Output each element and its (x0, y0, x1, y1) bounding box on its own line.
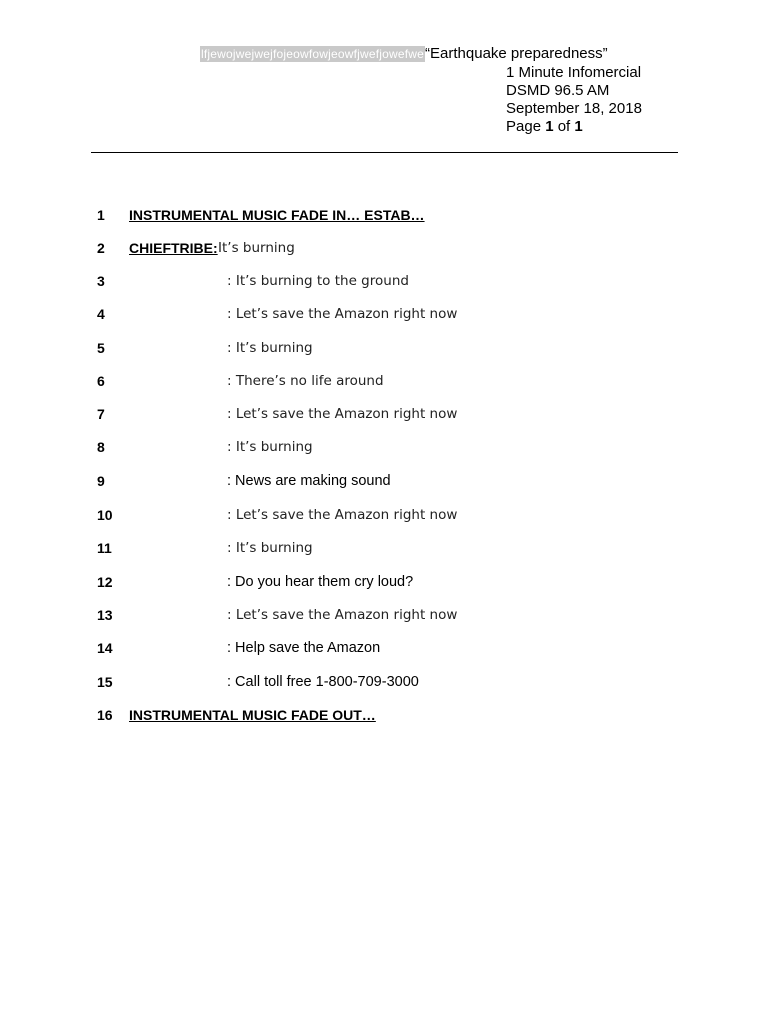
script-line: : It’s burning (227, 340, 313, 356)
script-line: : Let’s save the Amazon right now (227, 507, 458, 523)
line-number: 15 (97, 674, 113, 690)
speaker-name: CHIEFTRIBE: (129, 240, 218, 256)
script-row (0, 304, 768, 326)
script-row (0, 572, 768, 594)
script-line: : News are making sound (227, 473, 391, 489)
script-row (0, 538, 768, 560)
script-row (0, 271, 768, 293)
script-line: : Call toll free 1-800-709-3000 (227, 674, 419, 690)
line-number: 1 (97, 207, 105, 223)
line-number: 14 (97, 640, 113, 656)
header-divider (91, 152, 678, 153)
script-line: : Let’s save the Amazon right now (227, 607, 458, 623)
line-number: 5 (97, 340, 105, 356)
title-line (200, 44, 680, 64)
music-cue-start: INSTRUMENTAL MUSIC FADE IN… ESTAB… (129, 207, 425, 223)
script-line: : It’s burning (227, 540, 313, 556)
script-row (0, 605, 768, 627)
line-number: 11 (97, 540, 112, 556)
line-number: 12 (97, 574, 113, 590)
highlighted-text: lfjewojwejwejfojeowfowjeowfjwefjowefwe (201, 47, 425, 61)
line-number: 13 (97, 607, 113, 623)
script-line: : Let’s save the Amazon right now (227, 406, 458, 422)
script-line: : Do you hear them cry loud? (227, 574, 414, 590)
script-row (0, 705, 768, 727)
line-number: 7 (97, 406, 105, 422)
line-number: 4 (97, 306, 105, 322)
music-cue-end: INSTRUMENTAL MUSIC FADE OUT… (129, 707, 376, 723)
script-row (0, 371, 768, 393)
script-line: : There’s no life around (227, 373, 384, 389)
page-indicator: Page 1 of 1 (506, 118, 583, 135)
document-meta (506, 64, 642, 136)
script-row (0, 338, 768, 360)
script-row (0, 505, 768, 527)
document-title: “Earthquake preparedness” (425, 45, 608, 62)
meta-date: September 18, 2018 (506, 100, 642, 117)
script-line: : It’s burning (227, 439, 313, 455)
line-number: 6 (97, 373, 105, 389)
line-number: 3 (97, 273, 105, 289)
script-row (0, 404, 768, 426)
script-row (0, 238, 768, 260)
script-row (0, 638, 768, 660)
script-line: : It’s burning to the ground (227, 273, 409, 289)
script-row (0, 471, 768, 493)
line-number: 8 (97, 439, 105, 455)
line-number: 16 (97, 707, 113, 723)
speaker-first-line: It’s burning (218, 240, 295, 256)
line-number: 2 (97, 240, 105, 256)
script-line: : Let’s save the Amazon right now (227, 306, 458, 322)
script-row (0, 205, 768, 227)
meta-format: 1 Minute Infomercial (506, 64, 642, 81)
script-row (0, 437, 768, 459)
script-row (0, 672, 768, 694)
meta-station: DSMD 96.5 AM (506, 82, 610, 99)
line-number: 10 (97, 507, 113, 523)
page-total: 1 (574, 118, 583, 135)
script-line: : Help save the Amazon (227, 640, 381, 656)
page-current: 1 (545, 118, 554, 135)
line-number: 9 (97, 473, 105, 489)
